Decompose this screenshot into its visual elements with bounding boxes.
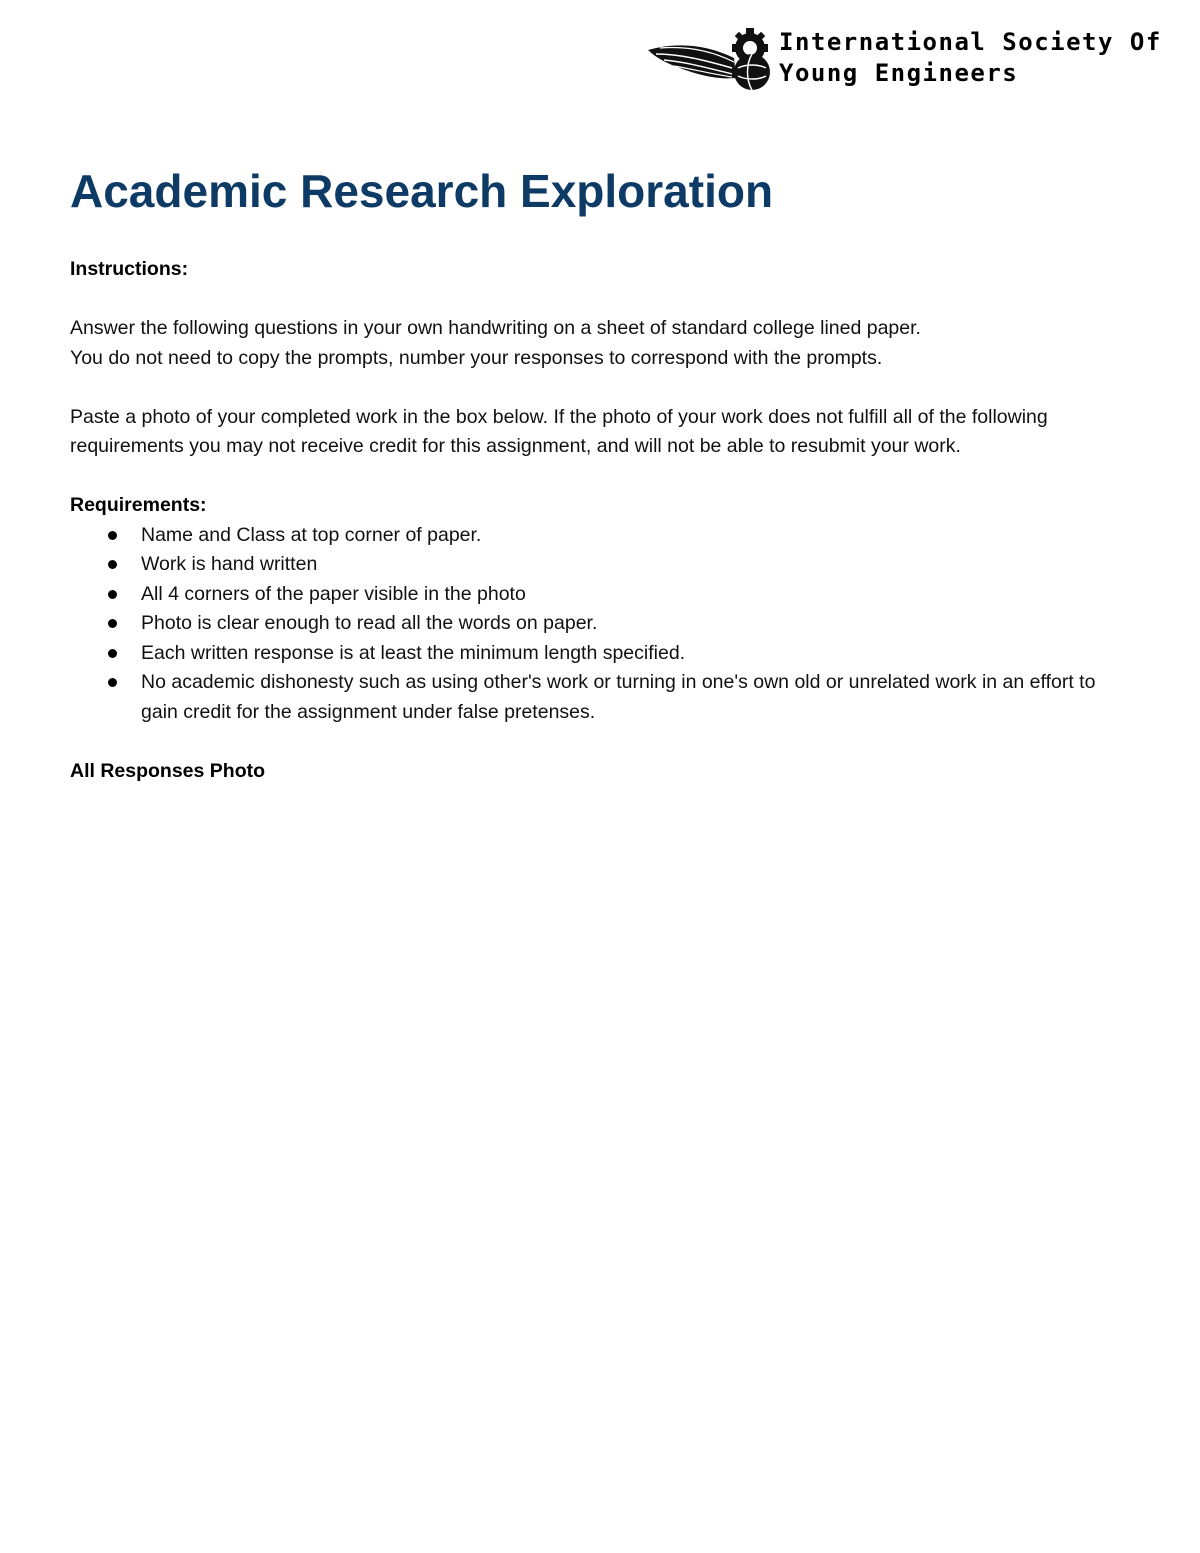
bullet-icon [108,678,117,687]
list-item [70,580,1130,610]
spacer [70,285,1130,315]
requirement-text: Name and Class at top corner of paper. [141,523,482,546]
list-item [70,550,1130,580]
bullet-icon [108,649,117,658]
document-body [70,255,1130,786]
winged-gear-logo-icon [646,24,774,92]
requirement-text: All 4 corners of the paper visible in the photo [141,582,526,605]
requirement-text: Each written response is at least the minimum length specified. [141,641,686,664]
instructions-line-2: You do not need to copy the prompts, number your responses to correspond with the prompts. [70,346,883,369]
requirements-heading: Requirements: [70,494,207,516]
bullet-icon [108,560,117,569]
bullet-icon [108,619,117,628]
page-title: Academic Research Exploration [70,165,774,217]
logo-wordmark [779,27,1162,89]
instructions-line-1: Answer the following questions in your own handwriting on a sheet of standard college lined paper. [70,317,921,339]
logo-line-1: International Society Of [779,28,1162,56]
paste-photo-paragraph: Paste a photo of your completed work in the box below. If the photo of your work does not fulfill all of the following requirements you may not receive credit for this assignment, and will not be able to resubmit your work. [70,405,1048,457]
logo-line-2: Young Engineers [779,59,1019,87]
bullet-icon [108,590,117,599]
list-item [70,639,1130,669]
list-item [70,668,1130,727]
list-item [70,521,1130,551]
list-item [70,609,1130,639]
instructions-heading: Instructions: [70,258,189,280]
spacer [70,727,1130,757]
bullet-icon [108,531,117,540]
requirement-text: Photo is clear enough to read all the words on paper. [141,612,598,634]
requirement-text: Work is hand written [141,553,318,575]
organization-logo [646,24,1166,92]
spacer [70,462,1130,492]
requirements-list [70,521,1130,728]
spacer [70,373,1130,403]
requirement-text: No academic dishonesty such as using other's work or turning in one's own old or unrelated work in an effort to gain credit for the assignment under false pretenses. [141,671,1096,723]
photo-section-heading: All Responses Photo [70,759,266,782]
